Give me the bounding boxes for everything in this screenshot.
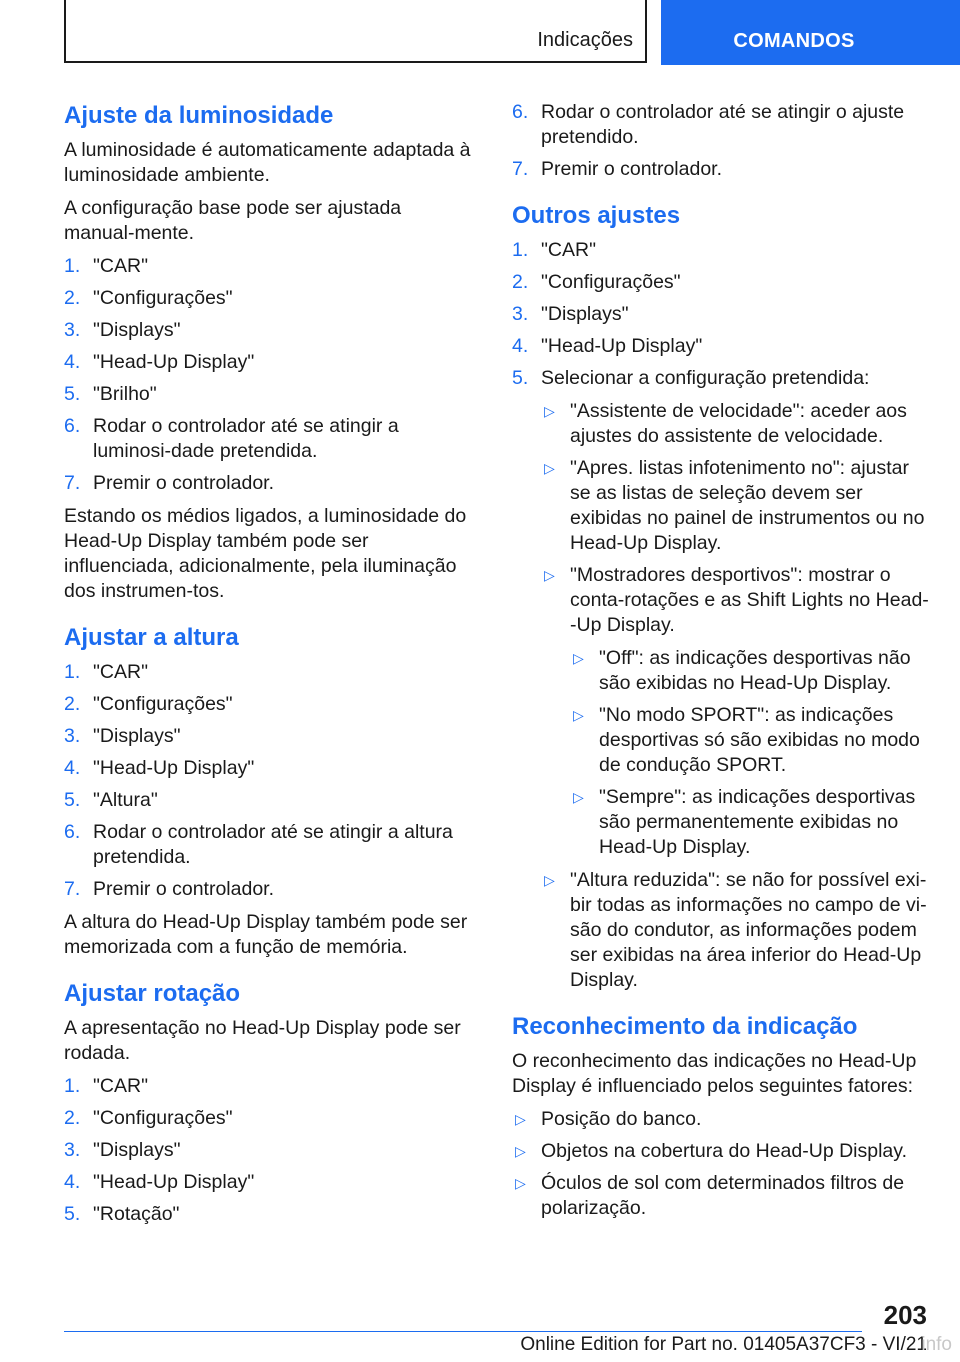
list-item: 2. "Configurações" xyxy=(64,1107,233,1129)
right-column xyxy=(512,100,932,1229)
paragraph: O reconhecimento das indicações no Head-Up Display é influenciado pelos seguintes fatores: xyxy=(512,1050,917,1097)
list-item: 5. "Altura" xyxy=(64,789,158,811)
list-item: ▷ Óculos de sol com determinados filtros de polarização. xyxy=(515,1172,905,1219)
list-item: ▷ Posição do banco. xyxy=(515,1108,702,1130)
list-item: 7. Premir o controlador. xyxy=(64,878,274,900)
list-item: 5. Selecionar a configuração pretendida: xyxy=(512,367,870,389)
list-item: 2. "Configurações" xyxy=(512,271,681,293)
steps-list-rotation-continued xyxy=(512,100,932,182)
steps-list-other xyxy=(512,238,932,391)
watermark: info xyxy=(921,1334,952,1355)
list-item: 6. Rodar o controlador até se atingir o ajuste pretendido. xyxy=(512,101,905,148)
list-item: ▷ "Off": as indicações desportivas não são exibidas no Head-Up Display. xyxy=(573,647,911,694)
list-item: 3. "Displays" xyxy=(64,319,181,341)
page-number: 203 xyxy=(883,1300,927,1330)
triangle-bullet-icon: ▷ xyxy=(544,567,555,583)
heading-other-settings: Outros ajustes xyxy=(512,202,681,229)
list-item: ▷ "Assistente de velocidade": aceder aos ajustes do assistente de velocidade. xyxy=(544,400,907,447)
list-item: ▷ "Mostradores desportivos": mostrar o conta-rotações e as Shift Lights no Head--Up Display. xyxy=(544,564,929,636)
list-item: 3. "Displays" xyxy=(64,1139,181,1161)
heading-recognition: Reconhecimento da indicação xyxy=(512,1013,858,1040)
list-item: 4. "Head-Up Display" xyxy=(64,1171,255,1193)
list-item: 6. Rodar o controlador até se atingir a altura pretendida. xyxy=(64,821,453,868)
chapter-tab xyxy=(661,0,960,65)
list-item: 1. "CAR" xyxy=(64,661,149,683)
heading-rotation: Ajustar rotação xyxy=(64,980,241,1007)
triangle-bullet-icon: ▷ xyxy=(544,872,555,888)
list-item: 1. "CAR" xyxy=(64,255,149,277)
footer-divider xyxy=(64,1331,862,1332)
steps-list-rotation xyxy=(64,1074,476,1227)
steps-list-brightness xyxy=(64,254,476,496)
list-item: 3. "Displays" xyxy=(512,303,629,325)
paragraph: A apresentação no Head-Up Display pode ser rodada. xyxy=(64,1017,461,1064)
paragraph: Estando os médios ligados, a luminosidade do Head-Up Display também pode ser influenciada, adicionalmente, pela iluminação dos instrumen-tos. xyxy=(64,505,467,602)
list-item: 6. Rodar o controlador até se atingir a luminosi-dade pretendida. xyxy=(64,415,399,462)
section-tab xyxy=(64,0,647,63)
list-item: 5. "Brilho" xyxy=(64,383,157,405)
list-item: 5. "Rotação" xyxy=(64,1203,180,1225)
list-item: ▷ "Apres. listas infotenimento no": ajustar se as listas de seleção devem ser exibidas no painel de instrumentos ou no Head-Up Display. xyxy=(544,457,925,554)
paragraph: A configuração base pode ser ajustada manual-mente. xyxy=(64,197,402,244)
triangle-bullet-icon: ▷ xyxy=(515,1143,526,1159)
list-item: 3. "Displays" xyxy=(64,725,181,747)
edition-text: Online Edition for Part no. 01405A37CF3 - VI/21 xyxy=(520,1334,927,1355)
list-item: ▷ Objetos na cobertura do Head-Up Display. xyxy=(515,1140,907,1162)
list-item: 4. "Head-Up Display" xyxy=(64,351,255,373)
triangle-bullet-icon: ▷ xyxy=(544,460,555,476)
list-item: 7. Premir o controlador. xyxy=(512,158,722,180)
left-column xyxy=(64,100,476,1235)
list-item: 7. Premir o controlador. xyxy=(64,472,274,494)
chapter-label: COMANDOS xyxy=(733,30,855,52)
paragraph: A altura do Head-Up Display também pode ser memorizada com a função de memória. xyxy=(64,911,468,958)
section-label: Indicações xyxy=(537,29,633,51)
list-item: 1. "CAR" xyxy=(512,239,597,261)
options-list xyxy=(512,868,932,993)
options-list xyxy=(512,399,932,638)
paragraph: A luminosidade é automaticamente adaptada à luminosidade ambiente. xyxy=(64,139,471,186)
list-item: 4. "Head-Up Display" xyxy=(64,757,255,779)
triangle-bullet-icon: ▷ xyxy=(573,650,584,666)
triangle-bullet-icon: ▷ xyxy=(515,1111,526,1127)
triangle-bullet-icon: ▷ xyxy=(573,707,584,723)
sport-options-list xyxy=(512,646,932,860)
heading-height: Ajustar a altura xyxy=(64,624,239,651)
list-item: 2. "Configurações" xyxy=(64,693,233,715)
list-item: 1. "CAR" xyxy=(64,1075,149,1097)
steps-list-height xyxy=(64,660,476,902)
heading-brightness: Ajuste da luminosidade xyxy=(64,102,334,129)
page-header xyxy=(0,0,960,66)
list-item: 2. "Configurações" xyxy=(64,287,233,309)
list-item: ▷ "Sempre": as indicações desportivas são permanentemente exibidas no Head-Up Display. xyxy=(573,786,916,858)
list-item: ▷ "No modo SPORT": as indicações desportivas só são exibidas no modo de condução SPORT. xyxy=(573,704,920,776)
triangle-bullet-icon: ▷ xyxy=(515,1175,526,1191)
list-item: 4. "Head-Up Display" xyxy=(512,335,703,357)
triangle-bullet-icon: ▷ xyxy=(573,789,584,805)
factors-list xyxy=(512,1107,932,1221)
list-item: ▷ "Altura reduzida": se não for possível exi-bir todas as informações no campo de vi-são do condutor, as informações podem ser exibidas na área inferior do Head-Up Display. xyxy=(544,869,927,991)
triangle-bullet-icon: ▷ xyxy=(544,403,555,419)
